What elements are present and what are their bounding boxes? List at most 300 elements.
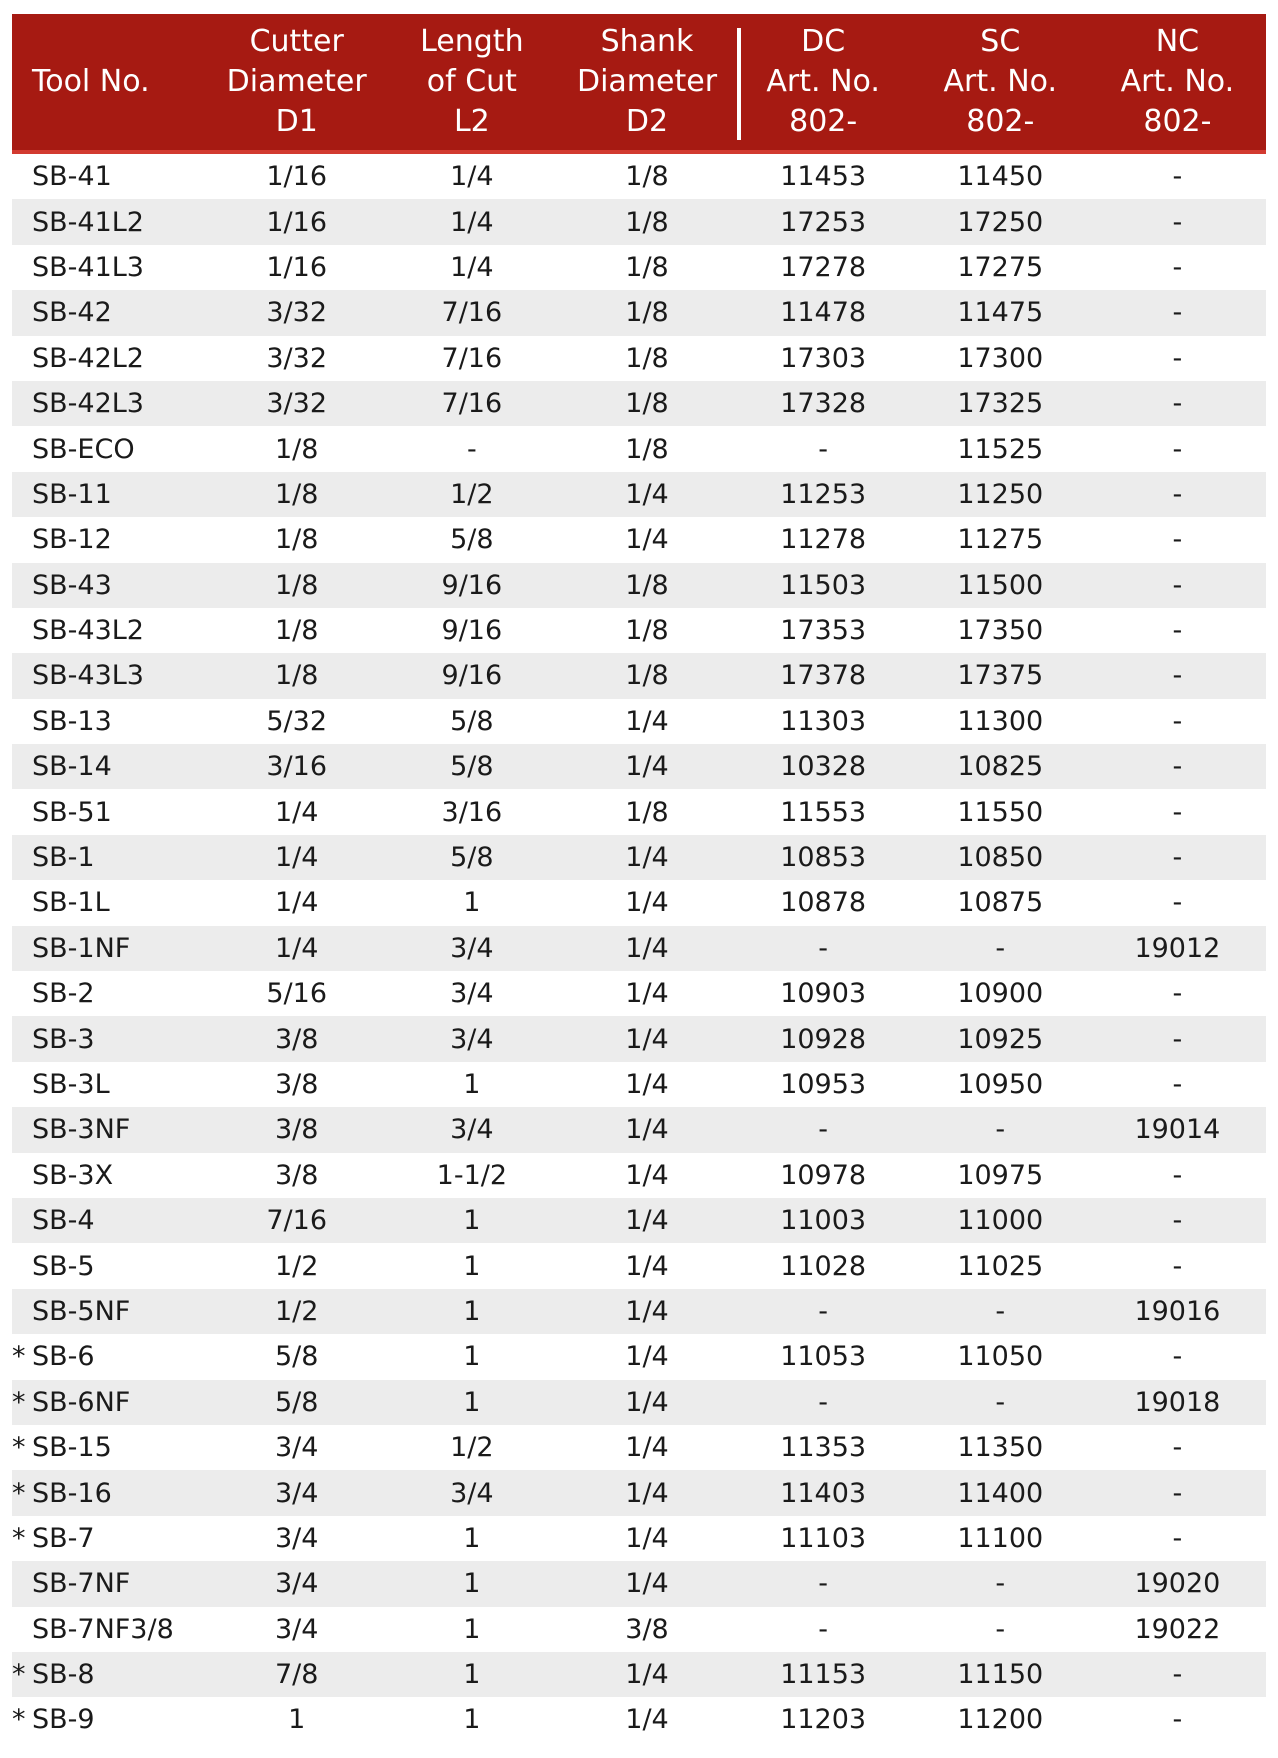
length-of-cut-cell: 7/16: [441, 342, 503, 374]
length-of-cut-cell: 1: [463, 1205, 481, 1237]
table-row: [12, 1153, 1266, 1198]
sc-art-no-cell: -: [995, 1568, 1006, 1600]
tool-no-cell: [12, 1114, 209, 1145]
shank-diameter-cell: 1/4: [625, 1432, 669, 1464]
tool-no-cell: [12, 842, 209, 873]
tool-no-label: SB-15: [32, 1432, 112, 1464]
tool-no-cell: [12, 479, 209, 510]
sc-art-no-cell: 11475: [957, 297, 1044, 329]
nc-art-no-cell: -: [1172, 433, 1183, 465]
dc-art-no-cell: 10953: [780, 1069, 867, 1100]
tool-no-label: SB-13: [32, 705, 112, 737]
tool-no-cell: [12, 297, 209, 328]
tool-no-cell: [12, 660, 209, 691]
tool-no-label: SB-7NF: [32, 1568, 131, 1600]
length-of-cut-cell: 1: [463, 1341, 481, 1373]
nc-art-no-cell: 19020: [1134, 1568, 1221, 1600]
sc-art-no-cell: 11300: [957, 705, 1044, 737]
dc-art-no-cell: 11003: [780, 1205, 867, 1237]
length-of-cut-cell: 3/4: [450, 978, 494, 1010]
tool-no-cell: [12, 706, 209, 737]
tool-no-label: SB-41L3: [32, 251, 144, 283]
cutter-diameter-cell: 3/4: [274, 1613, 319, 1645]
tool-no-label: SB-11: [32, 478, 112, 510]
header-line: of Cut: [426, 64, 517, 99]
tool-no-cell: [12, 207, 209, 238]
dc-art-no-cell: 11503: [780, 569, 867, 601]
tool-no-cell: [12, 933, 209, 964]
dc-art-no-cell: 10878: [780, 887, 867, 919]
tool-no-cell: [12, 1296, 209, 1327]
length-of-cut-cell: 1: [463, 1386, 481, 1418]
cutter-diameter-cell: 5/8: [274, 1341, 319, 1373]
dc-art-no-cell: 10853: [780, 842, 867, 874]
sc-art-no-cell: 11250: [957, 478, 1044, 510]
sc-art-no-cell: 17300: [957, 342, 1044, 374]
sc-art-no-cell: 11350: [957, 1432, 1044, 1464]
shank-diameter-cell: 1/8: [625, 433, 669, 465]
cutter-diameter-cell: 1/8: [274, 660, 319, 692]
sc-art-no-cell: 10925: [957, 1023, 1044, 1055]
nc-art-no-cell: -: [1172, 705, 1183, 737]
nc-art-no-cell: -: [1172, 478, 1183, 510]
table-row: [12, 653, 1266, 698]
sc-art-no-cell: 10975: [957, 1159, 1044, 1191]
nc-art-no-cell: 19018: [1134, 1386, 1221, 1418]
cutter-diameter-cell: 7/16: [266, 1205, 328, 1237]
nc-art-no-cell: -: [1172, 206, 1183, 238]
dc-art-no-cell: 10903: [780, 978, 867, 1010]
shank-diameter-cell: 1/4: [625, 1341, 669, 1373]
shank-diameter-cell: 3/8: [625, 1613, 669, 1645]
dc-art-no-cell: -: [818, 932, 829, 964]
dc-art-no-cell: 17303: [780, 342, 867, 374]
dc-art-no-cell: 11278: [780, 524, 867, 556]
table-row: [12, 1380, 1266, 1425]
tool-no-label: SB-9: [32, 1704, 95, 1736]
length-of-cut-cell: 7/16: [441, 297, 503, 329]
asterisk-marker: *: [12, 1704, 26, 1736]
table-row: [12, 1561, 1266, 1606]
table-row: [12, 1470, 1266, 1515]
header-line: L2: [453, 104, 490, 139]
dc-art-no-cell: 10328: [780, 751, 867, 783]
dc-art-no-cell: 11053: [780, 1341, 867, 1373]
cutter-diameter-cell: 3/32: [266, 388, 328, 420]
cutter-diameter-cell: 1/8: [274, 569, 319, 601]
table-row: [12, 1016, 1266, 1061]
nc-art-no-cell: -: [1172, 1477, 1183, 1509]
cutter-diameter-cell: 5/32: [266, 705, 328, 737]
dc-art-no-cell: 11353: [780, 1432, 867, 1464]
length-of-cut-cell: 1: [463, 1568, 481, 1600]
dc-art-no-cell: 10978: [780, 1159, 867, 1191]
length-of-cut-cell: 9/16: [441, 569, 503, 601]
length-of-cut-cell: 1/2: [450, 478, 494, 510]
tool-no-label: SB-51: [32, 796, 112, 828]
tool-no-label: SB-5: [32, 1250, 95, 1282]
tool-no-label: SB-1L: [32, 887, 110, 919]
length-of-cut-cell: 5/8: [450, 705, 494, 737]
nc-art-no-cell: -: [1172, 751, 1183, 783]
shank-diameter-cell: 1/4: [625, 1477, 669, 1509]
table-row: [12, 744, 1266, 789]
tool-no-label: SB-8: [32, 1659, 95, 1691]
shank-diameter-cell: 1/4: [625, 1023, 669, 1055]
shank-diameter-cell: 1/4: [625, 751, 669, 783]
shank-diameter-cell: 1/4: [625, 524, 669, 556]
sc-art-no-cell: 11025: [957, 1250, 1044, 1282]
nc-art-no-cell: 19012: [1134, 932, 1221, 964]
tool-no-cell: [12, 161, 209, 192]
tool-no-cell: [12, 343, 209, 374]
cutter-diameter-cell: 1: [288, 1704, 306, 1736]
asterisk-marker: *: [12, 1386, 26, 1418]
table-row: [12, 1243, 1266, 1288]
cutter-diameter-cell: 1/4: [274, 932, 319, 964]
tool-no-cell: [12, 1704, 209, 1735]
shank-diameter-cell: 1/4: [625, 478, 669, 510]
nc-art-no-cell: -: [1172, 978, 1183, 1010]
header-line: Cutter: [249, 24, 344, 59]
dc-art-no-cell: 11203: [780, 1704, 867, 1736]
nc-art-no-cell: -: [1172, 161, 1183, 193]
cutter-diameter-cell: 3/16: [266, 751, 328, 783]
length-of-cut-cell: 3/4: [450, 1023, 494, 1055]
cutter-diameter-cell: 1/4: [274, 887, 319, 919]
sc-art-no-cell: 10875: [957, 887, 1044, 919]
table-row: [12, 1198, 1266, 1243]
tool-no-label: SB-42L2: [32, 342, 144, 374]
header-divider: [737, 28, 741, 140]
tool-no-label: SB-3: [32, 1023, 95, 1055]
length-of-cut-cell: 1: [463, 1704, 481, 1736]
shank-diameter-cell: 1/4: [625, 1522, 669, 1554]
tool-no-label: SB-1NF: [32, 932, 131, 964]
tool-no-cell: [12, 887, 209, 918]
sc-art-no-cell: 10900: [957, 978, 1044, 1010]
cutter-diameter-cell: 3/32: [266, 297, 328, 329]
nc-art-no-cell: -: [1172, 887, 1183, 919]
table-row: [12, 472, 1266, 517]
dc-art-no-cell: 17278: [780, 251, 867, 283]
dc-art-no-cell: -: [818, 433, 829, 465]
shank-diameter-cell: 1/4: [625, 1659, 669, 1691]
sc-art-no-cell: 17325: [957, 388, 1044, 420]
length-of-cut-cell: 3/4: [450, 1114, 494, 1146]
nc-art-no-cell: -: [1172, 796, 1183, 828]
shank-diameter-cell: 1/4: [625, 1205, 669, 1237]
sc-art-no-cell: 10825: [957, 751, 1044, 783]
length-of-cut-cell: 5/8: [450, 751, 494, 783]
tool-no-label: SB-14: [32, 751, 112, 783]
shank-diameter-cell: 1/8: [625, 297, 669, 329]
table-row: [12, 517, 1266, 562]
nc-art-no-cell: -: [1172, 660, 1183, 692]
sc-art-no-cell: 11525: [957, 433, 1044, 465]
cutter-diameter-cell: 1/8: [274, 615, 319, 647]
cutter-diameter-cell: 5/8: [274, 1386, 319, 1418]
sc-art-no-cell: 17375: [957, 660, 1044, 692]
dc-art-no-cell: -: [818, 1568, 829, 1600]
length-of-cut-cell: 1/4: [450, 161, 494, 193]
tool-no-label: SB-41L2: [32, 206, 144, 238]
shank-diameter-cell: 1/4: [625, 1704, 669, 1736]
dc-art-no-cell: 11553: [780, 796, 867, 828]
table-row: [12, 1107, 1266, 1152]
header-line: Diameter: [576, 64, 718, 99]
sc-art-no-cell: 17350: [957, 615, 1044, 647]
dc-art-no-cell: 11253: [780, 478, 867, 510]
sc-art-no-cell: -: [995, 1613, 1006, 1645]
header-line: 802-: [1143, 104, 1212, 139]
header-line: Art. No.: [1120, 64, 1235, 99]
shank-diameter-cell: 1/4: [625, 1568, 669, 1600]
table-row: [12, 1062, 1266, 1107]
tool-no-cell: [12, 1160, 209, 1191]
header-line: Length: [420, 24, 524, 59]
cutter-diameter-cell: 1/16: [266, 251, 328, 283]
tool-no-cell: [12, 1432, 209, 1463]
cutter-diameter-cell: 1/16: [266, 206, 328, 238]
length-of-cut-cell: -: [466, 433, 477, 465]
sc-art-no-cell: 11400: [957, 1477, 1044, 1509]
shank-diameter-cell: 1/8: [625, 342, 669, 374]
tool-no-label: SB-3X: [32, 1159, 114, 1191]
cutter-diameter-cell: 1/2: [274, 1295, 319, 1327]
shank-diameter-cell: 1/4: [625, 1250, 669, 1282]
sc-art-no-cell: -: [995, 1114, 1006, 1146]
nc-art-no-cell: -: [1172, 615, 1183, 647]
asterisk-marker: *: [12, 1659, 26, 1691]
length-of-cut-cell: 3/4: [450, 932, 494, 964]
nc-art-no-cell: -: [1172, 388, 1183, 420]
nc-art-no-cell: -: [1172, 1069, 1183, 1100]
tool-no-cell: [12, 252, 209, 283]
header-tool-no-label: Tool No.: [32, 64, 150, 99]
nc-art-no-cell: -: [1172, 1522, 1183, 1554]
tool-no-cell: [12, 1478, 209, 1509]
tool-no-label: SB-1: [32, 842, 95, 874]
header-line: DC: [801, 24, 846, 59]
tool-no-label: SB-3L: [32, 1069, 110, 1100]
sc-art-no-cell: 10950: [957, 1069, 1044, 1100]
header-nc-art-no: [1089, 22, 1266, 142]
table-row: [12, 1516, 1266, 1561]
tool-no-cell: [12, 1659, 209, 1690]
dc-art-no-cell: 11478: [780, 297, 867, 329]
shank-diameter-cell: 1/8: [625, 161, 669, 193]
tool-no-label: SB-42L3: [32, 388, 144, 420]
cutter-diameter-cell: 5/16: [266, 978, 328, 1010]
table-row: [12, 245, 1266, 290]
shank-diameter-cell: 1/8: [625, 206, 669, 238]
tool-no-cell: [12, 1341, 209, 1372]
table-row: [12, 563, 1266, 608]
nc-art-no-cell: -: [1172, 1659, 1183, 1691]
sc-art-no-cell: 11150: [957, 1659, 1044, 1691]
cutter-diameter-cell: 3/4: [274, 1477, 319, 1509]
table-row: [12, 971, 1266, 1016]
table-row: [12, 1607, 1266, 1652]
header-cutter-diameter: [209, 22, 384, 142]
header-line: SC: [980, 24, 1021, 59]
table-row: [12, 835, 1266, 880]
tool-no-cell: [12, 1568, 209, 1599]
asterisk-marker: *: [12, 1432, 26, 1464]
length-of-cut-cell: 1: [463, 1295, 481, 1327]
shank-diameter-cell: 1/8: [625, 569, 669, 601]
length-of-cut-cell: 1/4: [450, 206, 494, 238]
product-table: [12, 14, 1266, 1743]
cutter-diameter-cell: 3/4: [274, 1432, 319, 1464]
tool-no-label: SB-2: [32, 978, 95, 1010]
sc-art-no-cell: 11200: [957, 1704, 1044, 1736]
cutter-diameter-cell: 3/8: [274, 1159, 319, 1191]
table-header: [12, 14, 1266, 150]
tool-no-label: SB-4: [32, 1205, 95, 1237]
table-row: [12, 699, 1266, 744]
table-row: [12, 926, 1266, 971]
length-of-cut-cell: 9/16: [441, 660, 503, 692]
cutter-diameter-cell: 3/8: [274, 1023, 319, 1055]
asterisk-marker: *: [12, 1522, 26, 1554]
nc-art-no-cell: -: [1172, 842, 1183, 874]
shank-diameter-cell: 1/4: [625, 1069, 669, 1100]
header-line: Art. No.: [943, 64, 1058, 99]
tool-no-label: SB-43: [32, 569, 112, 601]
header-line: 802-: [789, 104, 858, 139]
nc-art-no-cell: -: [1172, 1205, 1183, 1237]
nc-art-no-cell: -: [1172, 1250, 1183, 1282]
shank-diameter-cell: 1/8: [625, 388, 669, 420]
cutter-diameter-cell: 1/8: [274, 524, 319, 556]
asterisk-marker: *: [12, 1477, 26, 1509]
dc-art-no-cell: 17353: [780, 615, 867, 647]
cutter-diameter-cell: 3/4: [274, 1568, 319, 1600]
sc-art-no-cell: -: [995, 932, 1006, 964]
dc-art-no-cell: 17253: [780, 206, 867, 238]
tool-no-label: SB-7: [32, 1522, 95, 1554]
nc-art-no-cell: -: [1172, 524, 1183, 556]
table-row: [12, 1334, 1266, 1379]
nc-art-no-cell: -: [1172, 342, 1183, 374]
sc-art-no-cell: 11450: [957, 161, 1044, 193]
tool-no-cell: [12, 1069, 209, 1100]
dc-art-no-cell: -: [818, 1613, 829, 1645]
dc-art-no-cell: 11028: [780, 1250, 867, 1282]
cutter-diameter-cell: 3/32: [266, 342, 328, 374]
table-row: [12, 381, 1266, 426]
sc-art-no-cell: 10850: [957, 842, 1044, 874]
nc-art-no-cell: -: [1172, 1704, 1183, 1736]
tool-no-cell: [12, 524, 209, 555]
table-row: [12, 1289, 1266, 1334]
shank-diameter-cell: 1/4: [625, 932, 669, 964]
sc-art-no-cell: 11550: [957, 796, 1044, 828]
shank-diameter-cell: 1/8: [625, 615, 669, 647]
shank-diameter-cell: 1/4: [625, 842, 669, 874]
table-row: [12, 154, 1266, 199]
sc-art-no-cell: -: [995, 1295, 1006, 1327]
shank-diameter-cell: 1/4: [625, 1386, 669, 1418]
length-of-cut-cell: 1-1/2: [436, 1159, 508, 1191]
tool-no-label: SB-6: [32, 1341, 95, 1373]
shank-diameter-cell: 1/4: [625, 705, 669, 737]
length-of-cut-cell: 3/16: [441, 796, 503, 828]
table-row: [12, 1697, 1266, 1742]
nc-art-no-cell: -: [1172, 569, 1183, 601]
dc-art-no-cell: -: [818, 1114, 829, 1146]
length-of-cut-cell: 1/2: [450, 1432, 494, 1464]
header-line: Shank: [600, 24, 694, 59]
tool-no-cell: [12, 1024, 209, 1055]
table-row: [12, 880, 1266, 925]
nc-art-no-cell: 19022: [1134, 1613, 1221, 1645]
nc-art-no-cell: 19016: [1134, 1295, 1221, 1327]
length-of-cut-cell: 1: [463, 1522, 481, 1554]
tool-no-label: SB-5NF: [32, 1295, 131, 1327]
dc-art-no-cell: 11453: [780, 161, 867, 193]
dc-art-no-cell: 11103: [780, 1522, 867, 1554]
header-line: NC: [1155, 24, 1200, 59]
cutter-diameter-cell: 3/8: [274, 1069, 319, 1100]
tool-no-label: SB-43L2: [32, 615, 144, 647]
nc-art-no-cell: 19014: [1134, 1114, 1221, 1146]
cutter-diameter-cell: 3/8: [274, 1114, 319, 1146]
dc-art-no-cell: 10928: [780, 1023, 867, 1055]
shank-diameter-cell: 1/8: [625, 251, 669, 283]
tool-no-cell: [12, 1387, 209, 1418]
length-of-cut-cell: 5/8: [450, 524, 494, 556]
header-tool-no: [12, 62, 209, 102]
header-sc-art-no: [912, 22, 1089, 142]
tool-no-label: SB-7NF3/8: [32, 1613, 174, 1645]
sc-art-no-cell: -: [995, 1386, 1006, 1418]
nc-art-no-cell: -: [1172, 1159, 1183, 1191]
table-row: [12, 789, 1266, 834]
cutter-diameter-cell: 1/4: [274, 842, 319, 874]
dc-art-no-cell: -: [818, 1386, 829, 1418]
cutter-diameter-cell: 7/8: [274, 1659, 319, 1691]
table-row: [12, 199, 1266, 244]
tool-no-label: SB-6NF: [32, 1386, 131, 1418]
table-row: [12, 608, 1266, 653]
length-of-cut-cell: 5/8: [450, 842, 494, 874]
shank-diameter-cell: 1/4: [625, 1114, 669, 1146]
cutter-diameter-cell: 1/2: [274, 1250, 319, 1282]
tool-no-label: SB-3NF: [32, 1114, 131, 1146]
shank-diameter-cell: 1/4: [625, 978, 669, 1010]
nc-art-no-cell: -: [1172, 297, 1183, 329]
shank-diameter-cell: 1/8: [625, 660, 669, 692]
header-dc-art-no: [735, 22, 912, 142]
dc-art-no-cell: 11303: [780, 705, 867, 737]
sc-art-no-cell: 11000: [957, 1205, 1044, 1237]
table-row: [12, 1425, 1266, 1470]
tool-no-cell: [12, 1523, 209, 1554]
length-of-cut-cell: 1: [463, 1659, 481, 1691]
length-of-cut-cell: 9/16: [441, 615, 503, 647]
length-of-cut-cell: 7/16: [441, 388, 503, 420]
table-body: [12, 154, 1266, 1743]
cutter-diameter-cell: 1/8: [274, 478, 319, 510]
length-of-cut-cell: 1: [463, 887, 481, 919]
tool-no-cell: [12, 1205, 209, 1236]
dc-art-no-cell: 11403: [780, 1477, 867, 1509]
sc-art-no-cell: 11500: [957, 569, 1044, 601]
header-line: 802-: [966, 104, 1035, 139]
